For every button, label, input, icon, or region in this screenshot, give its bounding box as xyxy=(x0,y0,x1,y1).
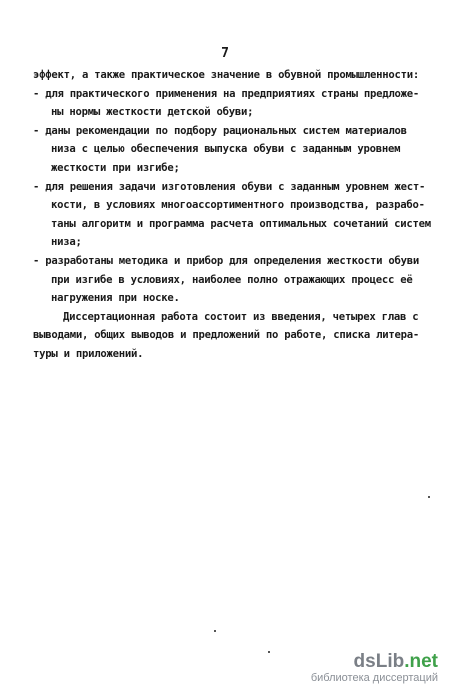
watermark-subtitle: библиотека диссертаций xyxy=(310,672,438,684)
text-line: низа; xyxy=(51,236,82,249)
watermark xyxy=(311,652,438,685)
text-line: таны алгоритм и программа расчета оптимальных сочетаний систем xyxy=(51,217,431,230)
text-line: - даны рекомендации по подбору рациональных систем материалов xyxy=(33,124,407,137)
scan-speck xyxy=(214,630,216,632)
watermark-logo-tld: .net xyxy=(404,651,438,672)
text-line: ны нормы жесткости детской обуви; xyxy=(51,106,254,119)
text-line: жесткости при изгибе; xyxy=(51,161,180,174)
text-line: нагружения при носке. xyxy=(51,292,180,305)
watermark-logo-main: dsLib xyxy=(353,651,405,672)
text-line: - для решения задачи изготовления обуви с заданным уровнем жест- xyxy=(33,180,426,193)
document-body xyxy=(33,66,431,364)
text-line: эффект, а также практическое значение в обувной промышленности: xyxy=(33,69,420,81)
text-line: кости, в условиях многоассортиментного производства, разрабо- xyxy=(51,199,425,212)
text-line: - для практического применения на предприятиях страны предложе- xyxy=(33,87,420,100)
text-line: туры и приложений. xyxy=(33,347,144,360)
scan-speck xyxy=(428,496,430,498)
scan-speck xyxy=(268,651,270,653)
text-line: - разработаны методика и прибор для определения жесткости обуви xyxy=(33,254,420,267)
text-line: выводами, общих выводов и предложений по работе, списка литера- xyxy=(33,329,420,342)
text-line: Диссертационная работа состоит из введения, четырех глав с xyxy=(63,310,419,323)
page-number: 7 xyxy=(221,46,229,61)
watermark-logo xyxy=(311,652,438,672)
text-line: низа с целью обеспечения выпуска обуви с заданным уровнем xyxy=(51,143,401,156)
text-line: при изгибе в условиях, наиболее полно отражающих процесс её xyxy=(51,273,413,286)
